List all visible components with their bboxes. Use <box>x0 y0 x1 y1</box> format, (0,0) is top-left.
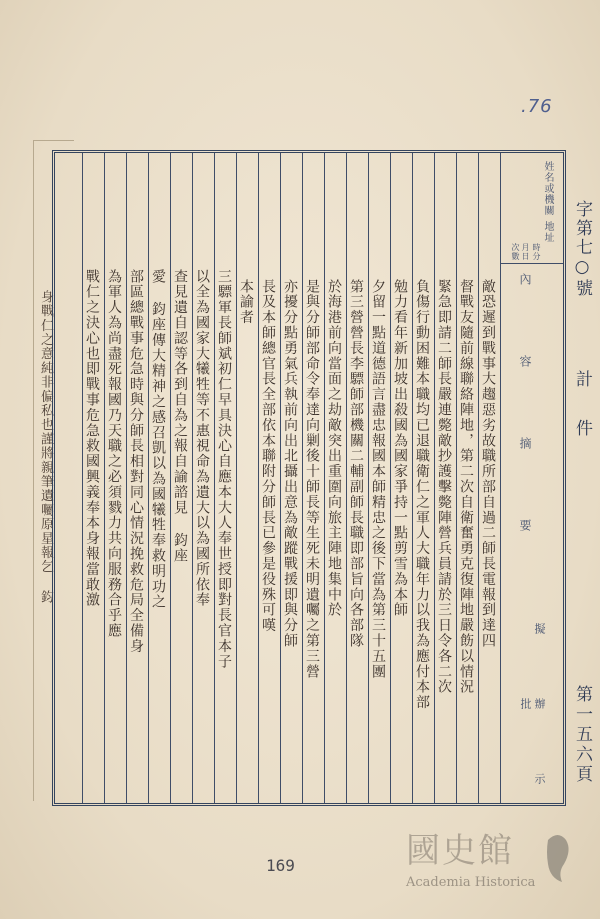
body-column: 於海港前向當面之劫敵突出重圍向旅主陣地集中於 <box>326 279 342 618</box>
body-column: 戰仁之決心也即戰事危急救國興義奉本身報當敢激 <box>84 269 100 608</box>
body-column: 第三營營長李驃師部機關二輔副師長職即部旨向各部隊 <box>348 279 364 649</box>
body-column: 長及本師總官長全部依本聯附分師長已參是役殊可嘆 <box>260 279 276 634</box>
form-frame <box>52 150 566 806</box>
rule <box>324 153 325 803</box>
body-column: 本諭者 <box>238 279 254 326</box>
rule <box>280 153 281 803</box>
rule <box>346 153 347 803</box>
folio-number: .76 <box>521 96 553 117</box>
rule <box>126 153 127 803</box>
outer-sheet-text: 身戰仁之意純非偏私也謹將親筆遺囑原星報乞 鈞 <box>38 290 53 605</box>
academia-historica-logo <box>398 820 588 900</box>
rule <box>192 153 193 803</box>
form-title: 計 件 <box>572 370 592 442</box>
sheet-page-number: 第一五六頁 <box>572 685 592 785</box>
content-label: 內 容 摘 要 <box>518 273 532 559</box>
body-column: 勉力看年新加坡出殺國為國家爭持一點剪雪為本師 <box>392 279 408 618</box>
rule <box>368 153 369 803</box>
rule <box>456 153 457 803</box>
body-column: 為軍人為尚盡死報國乃天職之必須戮力共向服務合乎應 <box>106 269 122 639</box>
body-column: 亦擾分點勇氣兵執前向出北攝出意為敵蹤戰援即與分師 <box>282 279 298 649</box>
body-column: 督戰友隨前線聯絡陣地，第二次自衛奮勇克復陣地嚴飭以情況 <box>458 279 474 695</box>
date-label: 月日 <box>521 243 530 261</box>
rule <box>478 153 479 803</box>
approval-label: 辦 <box>533 698 546 710</box>
address-label: 地址 <box>542 221 553 243</box>
agency-label: 姓名或機關 <box>542 161 553 216</box>
body-column: 三驃軍長師斌初仁早具決心自應本大人奉世授即對長官本子 <box>216 269 232 670</box>
stamp-label: 示 <box>533 773 546 785</box>
remark-label: 批 <box>519 698 532 710</box>
time-label: 時分 <box>532 243 541 261</box>
document-serial: 字第七○號 <box>572 200 592 298</box>
rule <box>500 153 501 803</box>
body-column: 查見遺自認等各到自為之報自諭諮見 鈞座 <box>172 269 188 564</box>
archive-page-number: 169 <box>266 856 295 875</box>
body-column: 是與分師部命令奉達向剿後十師長等生死未明遺囑之第三營 <box>304 279 320 680</box>
watermark-subtext: Academia Historica <box>406 875 536 890</box>
rule <box>148 153 149 803</box>
body-column: 敵恐遲到戰事大趨惡劣故職所部自過二師長電報到達四 <box>480 279 496 649</box>
body-column: 緊急即請二師長嚴連斃敵抄護擊斃陣營兵員請於三日令各二次 <box>436 279 452 695</box>
body-column: 夕留一點道德語言盡忠報國本師精忠之後下當為第三十五團 <box>370 279 386 680</box>
rule <box>170 153 171 803</box>
rule <box>302 153 303 803</box>
body-column: 部區總戰事危急時與分師長相對同心情況挽救危局全備身 <box>128 269 144 654</box>
body-column: 愛 鈞座傳大精神之感召凱以為國犧牲奉救明功之 <box>150 269 166 610</box>
body-column: 以全為國家大犧牲等不惠視命為遺大以為國所依奉 <box>194 269 210 608</box>
note-label: 擬 <box>533 623 546 635</box>
header-divider <box>500 263 563 264</box>
rule <box>214 153 215 803</box>
rule <box>236 153 237 803</box>
rule <box>82 153 83 803</box>
rule <box>412 153 413 803</box>
body-column: 負傷行動困難本職均已退職衛仁之軍人大職年力以我為應付本部 <box>414 279 430 711</box>
map-silhouette-icon <box>547 835 569 882</box>
count-label: 次數 <box>511 243 520 261</box>
rule <box>390 153 391 803</box>
watermark <box>398 820 588 900</box>
rule <box>258 153 259 803</box>
watermark-text: 國史館 <box>406 831 514 871</box>
rule <box>434 153 435 803</box>
rule <box>104 153 105 803</box>
